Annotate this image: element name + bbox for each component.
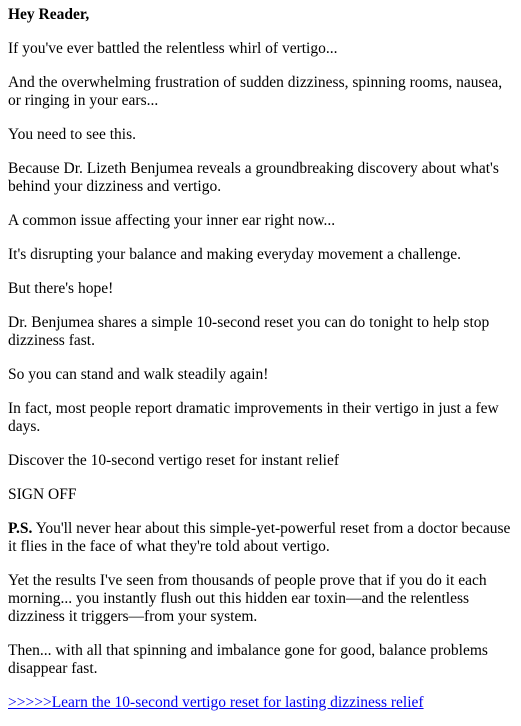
paragraph-8: Dr. Benjumea shares a simple 10-second reset you can do tonight to help stop dizziness fast. [8,314,490,349]
paragraph-6: It's disrupting your balance and making everyday movement a challenge. [8,246,462,263]
ps-text: You'll never hear about this simple-yet-powerful reset from a doctor because it flies in the face of what they're told about vertigo. [8,520,511,555]
paragraph-7: But there's hope! [8,280,114,297]
paragraph-3: You need to see this. [8,126,137,143]
postscript [8,520,513,556]
cta-link-container [8,694,513,712]
paragraph-5: A common issue affecting your inner ear right now... [8,212,336,229]
paragraph-4: Because Dr. Lizeth Benjumea reveals a groundbreaking discovery about what's behind your dizziness and vertigo. [8,160,499,195]
paragraph-2: And the overwhelming frustration of sudden dizziness, spinning rooms, nausea, or ringing in your ears... [8,74,503,109]
cta-link[interactable]: >>>>>Learn the 10-second vertigo reset for lasting dizziness relief [8,694,424,711]
ps-label: P.S. [8,520,33,537]
paragraph-1: If you've ever battled the relentless whirl of vertigo... [8,40,338,57]
paragraph-9: So you can stand and walk steadily again! [8,366,269,383]
greeting: Hey Reader, [8,6,90,23]
sign-off: SIGN OFF [8,486,77,503]
paragraph-after-ps-2: Then... with all that spinning and imbalance gone for good, balance problems disappear fast. [8,642,488,677]
paragraph-after-ps-1: Yet the results I've seen from thousands of people prove that if you do it each morning... you instantly flush out this hidden ear toxin—and the relentless dizziness it triggers—from your system. [8,572,487,625]
paragraph-10: In fact, most people report dramatic improvements in their vertigo in just a few days. [8,400,499,435]
paragraph-11: Discover the 10-second vertigo reset for instant relief [8,452,339,469]
